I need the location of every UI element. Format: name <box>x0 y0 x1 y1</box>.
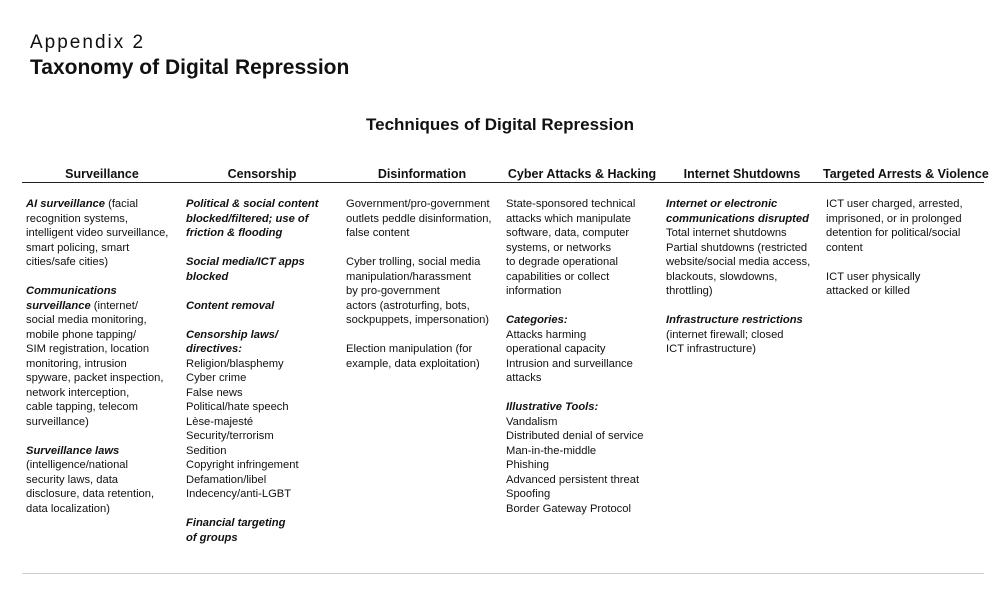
text-line <box>26 342 184 357</box>
text-line <box>26 299 184 314</box>
text-line <box>26 386 184 401</box>
emphasis-text: Financial targeting <box>186 517 286 529</box>
body-text: Election manipulation (for <box>346 343 473 355</box>
body-text: smart policing, smart <box>26 241 130 254</box>
text-line <box>666 270 824 285</box>
body-text: imprisoned, or in prolonged <box>826 212 962 225</box>
text-line <box>506 241 664 256</box>
text-line <box>26 502 184 517</box>
list-item <box>346 197 504 241</box>
text-line <box>186 371 344 386</box>
text-line <box>186 516 344 531</box>
body-text: recognition systems, <box>26 212 128 225</box>
emphasis-text: surveillance <box>26 299 91 312</box>
body-text: actors (astroturfing, bots, <box>346 299 470 312</box>
text-line <box>826 241 984 256</box>
text-line <box>826 197 984 212</box>
body-text: social media monitoring, <box>26 314 147 326</box>
text-line <box>506 342 664 357</box>
column-disinformation <box>346 197 504 386</box>
text-line <box>186 197 344 212</box>
list-item <box>346 255 504 328</box>
emphasis-text: Communications <box>26 285 117 297</box>
body-text: systems, or networks <box>506 241 612 254</box>
body-text: Security/terrorism <box>186 430 274 442</box>
emphasis-text: blocked <box>186 270 229 283</box>
body-text: outlets peddle disinformation, <box>346 212 492 225</box>
text-line <box>186 473 344 488</box>
text-line <box>26 371 184 386</box>
column-cyber-attacks <box>506 197 664 531</box>
body-text: Copyright infringement <box>186 459 299 471</box>
body-text: State-sponsored technical <box>506 198 636 210</box>
body-text: ICT user charged, arrested, <box>826 198 963 210</box>
body-text: False news <box>186 386 243 399</box>
text-line <box>506 197 664 212</box>
body-text: ICT infrastructure) <box>666 343 756 355</box>
text-line <box>506 212 664 227</box>
body-text: to degrade operational <box>506 256 618 268</box>
text-line <box>506 502 664 517</box>
column-headers <box>22 167 989 181</box>
body-text: (intelligence/national <box>26 459 128 471</box>
header-divider <box>22 182 984 183</box>
text-line <box>26 444 184 459</box>
column-header-censorship: Censorship <box>227 167 297 181</box>
emphasis-text: AI surveillance <box>26 198 105 210</box>
emphasis-text: Surveillance laws <box>26 444 120 457</box>
text-line <box>186 429 344 444</box>
footer-divider <box>22 573 984 574</box>
text-line <box>26 284 184 299</box>
text-line <box>186 328 344 343</box>
text-line <box>506 415 664 430</box>
body-text: Lèse-majesté <box>186 415 254 428</box>
text-line <box>186 400 344 415</box>
text-line <box>26 328 184 343</box>
body-text: intelligent video surveillance, <box>26 227 169 239</box>
body-text: cities/safe cities) <box>26 256 109 268</box>
text-line <box>506 458 664 473</box>
text-line <box>186 226 344 241</box>
body-text: information <box>506 285 562 297</box>
text-line <box>346 313 504 328</box>
list-item <box>186 299 344 314</box>
column-censorship <box>186 197 344 560</box>
column-header-surveillance: Surveillance <box>65 167 139 181</box>
text-line <box>506 313 664 328</box>
text-line <box>346 212 504 227</box>
text-line <box>26 487 184 502</box>
text-line <box>186 444 344 459</box>
text-line <box>506 357 664 372</box>
text-line <box>506 473 664 488</box>
text-line <box>826 270 984 285</box>
list-item <box>506 197 664 299</box>
page-title: Taxonomy of Digital Repression <box>30 56 350 79</box>
body-text: Spoofing <box>506 488 551 500</box>
list-item <box>26 197 184 270</box>
body-text: network interception, <box>26 386 130 399</box>
list-item <box>826 270 984 299</box>
column-header-cyber-attacks: Cyber Attacks & Hacking <box>507 167 657 181</box>
text-line <box>26 212 184 227</box>
text-line <box>26 313 184 328</box>
body-text: attacks <box>506 372 542 384</box>
text-line <box>666 241 824 256</box>
body-text: Defamation/libel <box>186 473 267 486</box>
text-line <box>186 487 344 502</box>
body-text: monitoring, intrusion <box>26 357 127 370</box>
text-line <box>666 212 824 227</box>
text-line <box>506 226 664 241</box>
body-text: security laws, data <box>26 473 119 486</box>
text-line <box>506 328 664 343</box>
text-line <box>666 328 824 343</box>
table-title: Techniques of Digital Repression <box>366 115 634 134</box>
text-line <box>506 487 664 502</box>
body-text: surveillance) <box>26 415 89 428</box>
text-line <box>506 400 664 415</box>
body-text: Intrusion and surveillance <box>506 357 633 370</box>
emphasis-text: Censorship laws/ <box>186 328 279 341</box>
text-line <box>26 357 184 372</box>
body-text: Partial shutdowns (restricted <box>666 241 808 254</box>
emphasis-text: Content removal <box>186 299 275 312</box>
emphasis-text: of groups <box>186 531 238 544</box>
body-text: mobile phone tapping/ <box>26 328 137 341</box>
text-line <box>506 429 664 444</box>
body-text: Border Gateway Protocol <box>506 502 631 515</box>
body-text: cable tapping, telecom <box>26 401 138 413</box>
text-line <box>346 284 504 299</box>
list-item <box>826 197 984 255</box>
emphasis-text: blocked/filtered; use of <box>186 212 309 225</box>
text-line <box>506 371 664 386</box>
text-line <box>26 255 184 270</box>
text-line <box>26 458 184 473</box>
body-text: Indecency/anti-LGBT <box>186 488 292 500</box>
emphasis-text: directives: <box>186 343 242 355</box>
text-line <box>26 241 184 256</box>
text-line <box>666 197 824 212</box>
text-line <box>666 255 824 270</box>
body-text: Cyber crime <box>186 372 247 384</box>
body-text: false content <box>346 227 410 239</box>
text-line <box>346 357 504 372</box>
text-line <box>666 342 824 357</box>
list-item <box>186 516 344 545</box>
text-line <box>186 458 344 473</box>
text-line <box>826 212 984 227</box>
column-surveillance <box>26 197 184 531</box>
list-item <box>186 197 344 241</box>
column-arrests <box>826 197 984 313</box>
body-text: website/social media access, <box>666 256 811 268</box>
list-item <box>26 284 184 429</box>
emphasis-text: Social media/ICT apps <box>186 256 305 268</box>
body-text: ICT user physically <box>826 270 921 283</box>
body-text: Phishing <box>506 459 549 471</box>
column-header-arrests: Targeted Arrests & Violence <box>823 167 989 181</box>
column-header-shutdowns: Internet Shutdowns <box>683 167 801 181</box>
text-line <box>346 255 504 270</box>
body-text: operational capacity <box>506 343 606 355</box>
text-line <box>506 284 664 299</box>
text-line <box>26 473 184 488</box>
emphasis-text: Categories: <box>506 314 568 326</box>
text-line <box>26 197 184 212</box>
body-text: content <box>826 241 863 254</box>
body-text: detention for political/social <box>826 227 961 239</box>
text-line <box>346 197 504 212</box>
body-text: Cyber trolling, social media <box>346 256 481 268</box>
list-item <box>186 255 344 284</box>
text-line <box>506 444 664 459</box>
body-text: disclosure, data retention, <box>26 488 155 500</box>
text-line <box>26 400 184 415</box>
text-line <box>666 226 824 241</box>
text-line <box>826 284 984 299</box>
emphasis-text: communications disrupted <box>666 212 809 225</box>
body-text: Advanced persistent threat <box>506 473 640 486</box>
body-text: blackouts, slowdowns, <box>666 270 778 283</box>
text-line <box>186 415 344 430</box>
emphasis-text: Infrastructure restrictions <box>666 314 803 326</box>
text-line <box>346 342 504 357</box>
text-line <box>26 415 184 430</box>
text-line <box>26 226 184 241</box>
text-line <box>826 226 984 241</box>
body-text: Total internet shutdowns <box>666 227 787 239</box>
list-item <box>346 342 504 371</box>
emphasis-text: friction & flooding <box>186 227 283 239</box>
body-text: Vandalism <box>506 415 558 428</box>
text-line <box>186 342 344 357</box>
list-item <box>186 328 344 502</box>
text-line <box>186 386 344 401</box>
text-line <box>506 270 664 285</box>
body-text: attacked or killed <box>826 285 910 297</box>
body-text: manipulation/harassment <box>346 270 471 283</box>
emphasis-text: Illustrative Tools: <box>506 401 599 413</box>
body-text: (facial <box>104 198 138 210</box>
body-text: data localization) <box>26 502 110 515</box>
text-line <box>186 299 344 314</box>
emphasis-text: Political & social content <box>186 198 319 210</box>
list-item <box>506 313 664 386</box>
body-text: Government/pro-government <box>346 198 490 210</box>
body-text: software, data, computer <box>506 227 630 239</box>
body-text: Political/hate speech <box>186 401 289 413</box>
body-text: spyware, packet inspection, <box>26 372 164 384</box>
text-line <box>186 531 344 546</box>
body-text: (internet/ <box>90 299 138 312</box>
column-shutdowns <box>666 197 824 371</box>
text-line <box>186 270 344 285</box>
list-item <box>666 197 824 299</box>
body-text: example, data exploitation) <box>346 357 480 370</box>
body-text: by pro-government <box>346 285 440 297</box>
appendix-label: Appendix 2 <box>30 32 146 53</box>
body-text: SIM registration, location <box>26 343 150 355</box>
body-text: sockpuppets, impersonation) <box>346 314 490 326</box>
body-text: Attacks harming <box>506 328 587 341</box>
text-line <box>346 226 504 241</box>
body-text: Distributed denial of service <box>506 430 644 442</box>
text-line <box>186 212 344 227</box>
text-line <box>346 270 504 285</box>
body-text: Sedition <box>186 444 227 457</box>
text-line <box>666 313 824 328</box>
body-text: attacks which manipulate <box>506 212 631 225</box>
emphasis-text: Internet or electronic <box>666 198 778 210</box>
text-line <box>186 255 344 270</box>
text-line <box>346 299 504 314</box>
body-text: (internet firewall; closed <box>666 328 784 341</box>
body-text: throttling) <box>666 285 713 297</box>
list-item <box>26 444 184 517</box>
text-line <box>666 284 824 299</box>
body-text: Religion/blasphemy <box>186 357 284 370</box>
body-text: Man-in-the-middle <box>506 444 597 457</box>
text-line <box>506 255 664 270</box>
column-header-disinformation: Disinformation <box>377 167 467 181</box>
list-item <box>506 400 664 516</box>
list-item <box>666 313 824 357</box>
body-text: capabilities or collect <box>506 270 610 283</box>
text-line <box>186 357 344 372</box>
